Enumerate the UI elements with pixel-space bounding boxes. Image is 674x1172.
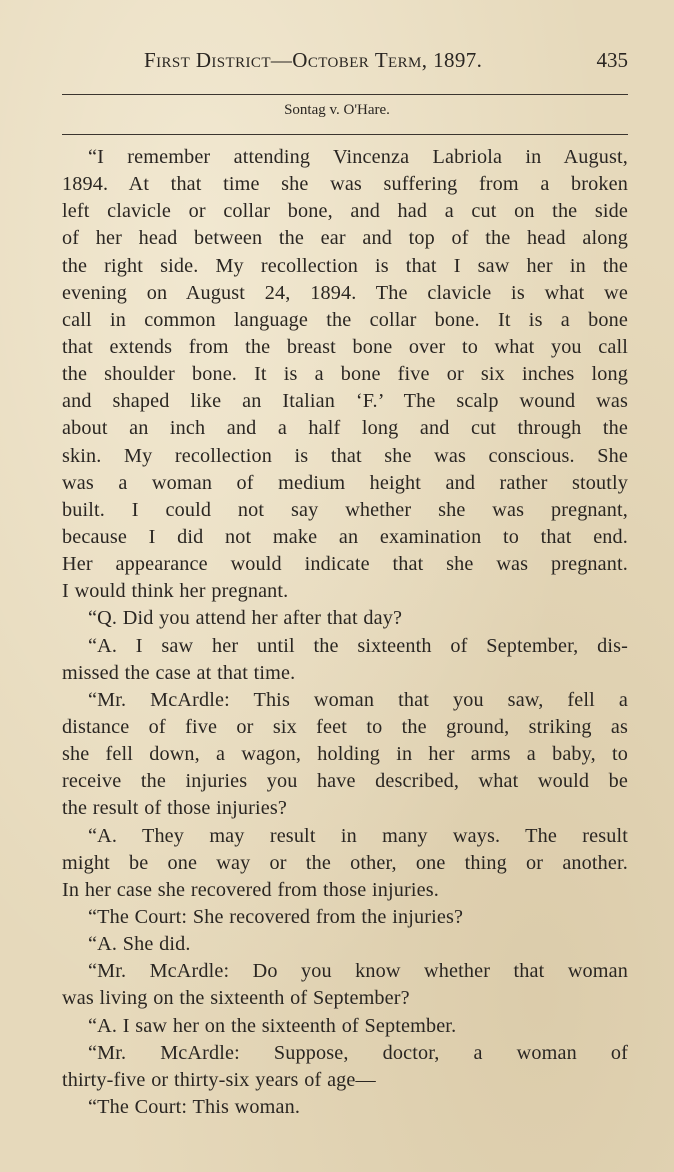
text-line: thirty-five or thirty-six years of age— — [62, 1068, 376, 1091]
header-rule — [62, 94, 628, 95]
text-line: might be one way or the other, one thing or another. — [62, 851, 628, 874]
text-line: In her case she recovered from those injuries. — [62, 878, 439, 901]
running-head-dash: — — [270, 48, 293, 72]
text-line: because I did not make an examination to that end. — [62, 525, 628, 548]
caption-rule — [62, 134, 628, 135]
text-line: “I remember attending Vincenza Labriola in August, — [88, 146, 628, 168]
text-line: about an inch and a half long and cut through the — [62, 417, 628, 440]
text-line: I would think her pregnant. — [62, 580, 289, 603]
text-line: skin. My recollection is that she was conscious. She — [62, 444, 628, 467]
text-line: evening on August 24, 1894. The clavicle is what we — [62, 281, 628, 304]
text-line: “A. I saw her on the sixteenth of September. — [88, 1014, 457, 1037]
running-head-term: Term — [374, 48, 422, 72]
text-line: “Mr. McArdle: Do you know whether that woman — [88, 960, 628, 983]
text-line: the result of those injuries? — [62, 797, 287, 820]
text-line: 1894. At that time she was suffering from a broken — [62, 173, 628, 196]
text-line: “Mr. McArdle: This woman that you saw, fell a — [88, 688, 628, 711]
text-line: distance of five or six feet to the ground, striking as — [62, 715, 628, 738]
testimony-text — [62, 144, 628, 1121]
text-line: receive the injuries you have described, what would be — [62, 770, 628, 793]
text-line: was a woman of medium height and rather stoutly — [62, 471, 628, 494]
page-number: 435 — [596, 48, 628, 72]
text-line: “The Court: This woman. — [88, 1095, 301, 1118]
text-line: “The Court: She recovered from the injuries? — [88, 905, 464, 928]
text-line: left clavicle or collar bone, and had a cut on the side — [62, 200, 628, 223]
running-head-october: October — [292, 48, 370, 72]
text-line: of her head between the ear and top of the head along — [62, 227, 628, 250]
text-line: missed the case at that time. — [62, 661, 296, 684]
text-line: “A. She did. — [88, 933, 191, 956]
running-head-district: District — [195, 48, 271, 72]
text-line: built. I could not say whether she was pregnant, — [62, 498, 628, 521]
text-line: and shaped like an Italian ‘F.’ The scalp wound was — [62, 390, 628, 413]
running-head-first: First — [144, 48, 191, 72]
text-line: “A. I saw her until the sixteenth of September, dis- — [88, 634, 628, 657]
text-line: Her appearance would indicate that she was pregnant. — [62, 553, 628, 576]
case-caption: Sontag v. O'Hare. — [284, 102, 390, 118]
page-header — [60, 44, 632, 76]
text-line: that extends from the breast bone over to what you call — [62, 335, 628, 358]
text-line: was living on the sixteenth of September? — [62, 987, 410, 1010]
text-line: “A. They may result in many ways. The result — [88, 824, 628, 847]
text-line: she fell down, a wagon, holding in her arms a baby, to — [62, 743, 628, 766]
text-line: the right side. My recollection is that I saw her in the — [62, 254, 628, 277]
text-line: the shoulder bone. It is a bone five or six inches long — [62, 363, 628, 386]
text-line: “Mr. McArdle: Suppose, doctor, a woman of — [88, 1041, 628, 1064]
running-head — [144, 48, 482, 73]
text-line: “Q. Did you attend her after that day? — [88, 607, 403, 630]
running-head-year: , 1897. — [421, 48, 483, 72]
text-line: call in common language the collar bone. It is a bone — [62, 308, 628, 331]
